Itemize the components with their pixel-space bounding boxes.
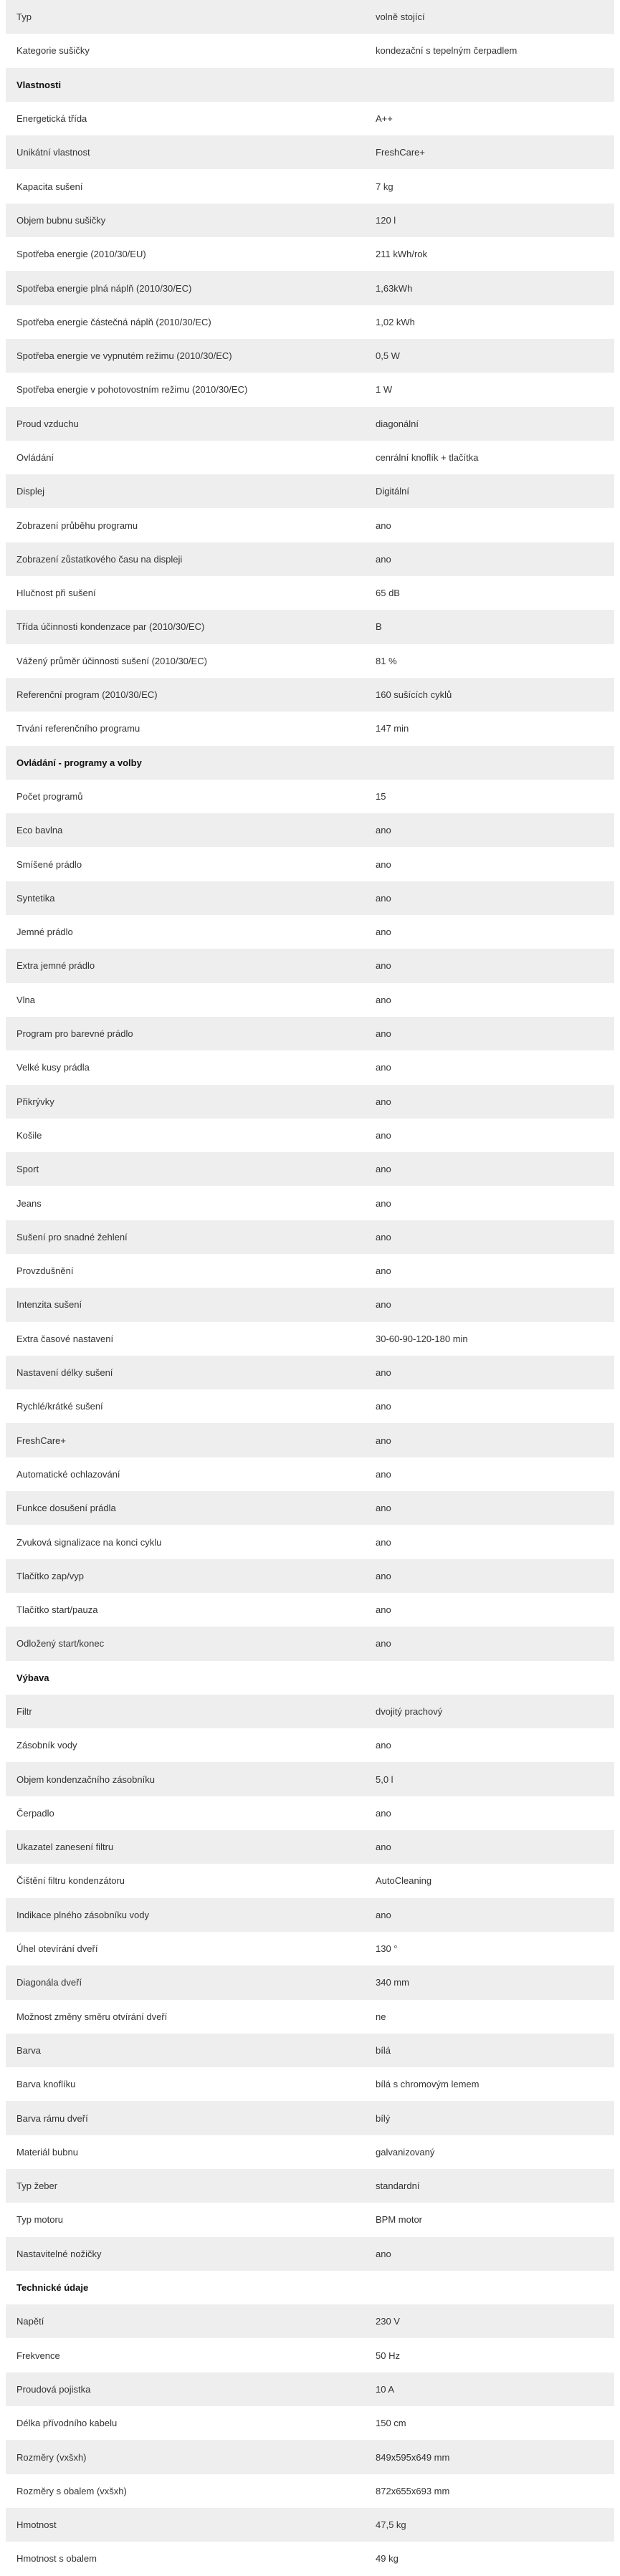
spec-label: Frekvence (16, 2350, 60, 2361)
spec-label: Funkce dosušení prádla (16, 1503, 116, 1514)
spec-value: 15 (376, 790, 386, 802)
spec-row (6, 339, 614, 373)
spec-value: ano (376, 994, 391, 1005)
spec-label: Typ motoru (16, 2214, 64, 2226)
spec-value: 150 cm (376, 2418, 406, 2429)
spec-label: Proudová pojistka (16, 2383, 91, 2395)
spec-label: Displej (16, 486, 45, 497)
spec-value: ano (376, 1503, 391, 1514)
spec-label: Trvání referenčního programu (16, 723, 140, 734)
spec-row (6, 204, 614, 237)
spec-row (6, 983, 614, 1017)
spec-label: Proud vzduchu (16, 418, 79, 429)
spec-value: standardní (376, 2180, 420, 2192)
spec-row (6, 2101, 614, 2135)
spec-row (6, 2338, 614, 2372)
spec-row (6, 407, 614, 441)
spec-label: Nastavitelné nožičky (16, 2248, 102, 2259)
spec-row (6, 2237, 614, 2271)
spec-label: Rozměry (vxšxh) (16, 2451, 87, 2463)
spec-row (6, 712, 614, 745)
spec-row (6, 2169, 614, 2203)
spec-label: Smíšené prádlo (16, 858, 82, 870)
spec-label: Diagonála dveří (16, 1977, 82, 1988)
spec-label: Sport (16, 1164, 39, 1175)
spec-value: 120 l (376, 214, 396, 226)
spec-value: 49 kg (376, 2553, 399, 2565)
spec-label: Spotřeba energie ve vypnutém režimu (2010/30/EC) (16, 350, 232, 362)
section-header-row (6, 746, 614, 780)
spec-value: 160 sušících cyklů (376, 689, 452, 701)
spec-value: ano (376, 1435, 391, 1446)
spec-label: Intenzita sušení (16, 1299, 82, 1311)
spec-label: Odložený start/konec (16, 1638, 105, 1649)
spec-value: 81 % (376, 655, 397, 666)
spec-row (6, 2304, 614, 2338)
spec-label: Třída účinnosti kondenzace par (2010/30/EC) (16, 621, 205, 633)
spec-row (6, 2474, 614, 2508)
spec-row (6, 2372, 614, 2406)
spec-row (6, 305, 614, 339)
spec-row (6, 1423, 614, 1457)
spec-value: ne (376, 2011, 386, 2022)
spec-row (6, 1457, 614, 1491)
spec-label: Vážený průměr účinnosti sušení (2010/30/EC) (16, 655, 207, 666)
spec-row (6, 1220, 614, 1254)
spec-value: ano (376, 1468, 391, 1480)
spec-value: 5,0 l (376, 1773, 394, 1785)
spec-label: Spotřeba energie částečná náplň (2010/30/EC) (16, 316, 211, 327)
spec-value: dvojitý prachový (376, 1705, 443, 1717)
spec-row (6, 474, 614, 508)
spec-row (6, 1017, 614, 1050)
spec-value: BPM motor (376, 2214, 423, 2226)
spec-row (6, 1864, 614, 1897)
spec-label: Rychlé/krátké sušení (16, 1401, 103, 1412)
spec-label: Zobrazení průběhu programu (16, 519, 138, 531)
spec-value: 1 W (376, 384, 393, 396)
spec-row (6, 102, 614, 135)
spec-value: ano (376, 1638, 391, 1649)
spec-value: FreshCare+ (376, 147, 425, 158)
spec-row (6, 2440, 614, 2474)
spec-value: ano (376, 1536, 391, 1548)
spec-label: Objem kondenzačního zásobníku (16, 1773, 155, 1785)
spec-label: Hmotnost s obalem (16, 2553, 97, 2565)
spec-row (6, 1796, 614, 1830)
spec-row (6, 1050, 614, 1084)
spec-label: Jeans (16, 1197, 42, 1209)
spec-value: ano (376, 1842, 391, 1853)
spec-row (6, 780, 614, 813)
spec-value: 147 min (376, 723, 409, 734)
spec-label: Referenční program (2010/30/EC) (16, 689, 158, 701)
spec-row (6, 1356, 614, 1389)
spec-label: Typ (16, 11, 32, 23)
spec-value: ano (376, 1062, 391, 1073)
spec-label: Tlačítko start/pauza (16, 1604, 98, 1616)
spec-label: Program pro barevné prádlo (16, 1028, 133, 1040)
spec-label: Čištění filtru kondenzátoru (16, 1875, 125, 1887)
spec-row (6, 1186, 614, 1220)
spec-label: Extra časové nastavení (16, 1333, 114, 1344)
spec-label: Rozměry s obalem (vxšxh) (16, 2485, 127, 2496)
spec-value: ano (376, 1231, 391, 1242)
section-title: Vlastnosti (16, 79, 62, 90)
spec-row (6, 2203, 614, 2236)
spec-row (6, 1322, 614, 1356)
spec-label: Unikátní vlastnost (16, 147, 90, 158)
spec-row (6, 1627, 614, 1660)
spec-label: Nastavení délky sušení (16, 1367, 113, 1379)
spec-label: Automatické ochlazování (16, 1468, 120, 1480)
spec-value: bílá (376, 2044, 391, 2056)
spec-row (6, 0, 614, 34)
spec-row (6, 1762, 614, 1796)
spec-value: 7 kg (376, 181, 394, 192)
spec-value: 47,5 kg (376, 2519, 406, 2531)
spec-value: 872x655x693 mm (376, 2485, 450, 2496)
spec-value: ano (376, 825, 391, 836)
spec-row (6, 915, 614, 949)
spec-row (6, 813, 614, 847)
spec-table (6, 0, 614, 2576)
spec-row (6, 1152, 614, 1186)
spec-label: Indikace plného zásobníku vody (16, 1909, 150, 1920)
spec-value: 849x595x649 mm (376, 2451, 450, 2463)
spec-row (6, 542, 614, 576)
spec-label: Typ žeber (16, 2180, 58, 2192)
section-title: Ovládání - programy a volby (16, 757, 142, 768)
spec-label: Hmotnost (16, 2519, 57, 2531)
spec-value: ano (376, 960, 391, 972)
spec-row (6, 678, 614, 712)
spec-label: Kapacita sušení (16, 181, 83, 192)
spec-label: Počet programů (16, 790, 83, 802)
spec-value: ano (376, 1028, 391, 1040)
spec-label: Energetická třída (16, 113, 87, 125)
spec-value: ano (376, 1740, 391, 1751)
spec-label: Délka přívodního kabelu (16, 2418, 118, 2429)
spec-label: Eco bavlna (16, 825, 63, 836)
spec-value: Digitální (376, 486, 409, 497)
spec-value: ano (376, 1299, 391, 1311)
spec-value: 50 Hz (376, 2350, 400, 2361)
spec-value: ano (376, 1570, 391, 1581)
spec-value: 1,63kWh (376, 282, 413, 294)
spec-label: Barva knoflíku (16, 2079, 76, 2090)
spec-row (6, 34, 614, 67)
spec-row (6, 644, 614, 678)
spec-row (6, 1932, 614, 1965)
spec-value: A++ (376, 113, 393, 125)
spec-row (6, 169, 614, 203)
spec-label: Spotřeba energie v pohotovostním režimu (2010/30/EC) (16, 384, 248, 396)
spec-value: bílá s chromovým lemem (376, 2079, 480, 2090)
spec-value: ano (376, 1164, 391, 1175)
spec-value: 0,5 W (376, 350, 400, 362)
spec-value: 30-60-90-120-180 min (376, 1333, 468, 1344)
spec-row (6, 2406, 614, 2440)
spec-row (6, 1898, 614, 1932)
section-title: Technické údaje (16, 2282, 89, 2294)
spec-row (6, 1559, 614, 1593)
spec-label: Zvuková signalizace na konci cyklu (16, 1536, 162, 1548)
spec-label: Materiál bubnu (16, 2146, 78, 2158)
spec-value: 130 ° (376, 1943, 398, 1955)
spec-label: Velké kusy prádla (16, 1062, 90, 1073)
spec-value: ano (376, 892, 391, 904)
spec-value: ano (376, 1129, 391, 1141)
spec-row (6, 508, 614, 542)
spec-label: Filtr (16, 1705, 32, 1717)
spec-label: Hlučnost při sušení (16, 588, 96, 599)
spec-row (6, 135, 614, 169)
spec-row (6, 2135, 614, 2169)
section-title: Výbava (16, 1672, 49, 1683)
spec-label: Košile (16, 1129, 42, 1141)
spec-row (6, 1593, 614, 1627)
spec-row (6, 576, 614, 610)
spec-label: Extra jemné prádlo (16, 960, 95, 972)
spec-row (6, 2034, 614, 2067)
spec-value: bílý (376, 2112, 391, 2124)
spec-value: 340 mm (376, 1977, 409, 1988)
spec-row (6, 1254, 614, 1288)
spec-row (6, 2542, 614, 2575)
spec-value: AutoCleaning (376, 1875, 432, 1887)
spec-value: ano (376, 1604, 391, 1616)
spec-row (6, 2000, 614, 2034)
spec-label: Ukazatel zanesení filtru (16, 1842, 114, 1853)
spec-row (6, 373, 614, 406)
spec-label: Úhel otevírání dveří (16, 1943, 98, 1955)
spec-row (6, 1389, 614, 1423)
spec-label: Zásobník vody (16, 1740, 77, 1751)
spec-value: 10 A (376, 2383, 395, 2395)
spec-label: Spotřeba energie plná náplň (2010/30/EC) (16, 282, 192, 294)
spec-label: Spotřeba energie (2010/30/EU) (16, 249, 146, 260)
spec-value: ano (376, 858, 391, 870)
spec-row (6, 441, 614, 474)
spec-row (6, 1830, 614, 1864)
section-header-row (6, 68, 614, 102)
spec-row (6, 949, 614, 982)
spec-value: ano (376, 1807, 391, 1819)
spec-label: Provzdušnění (16, 1265, 74, 1277)
spec-value: diagonální (376, 418, 419, 429)
spec-label: Zobrazení zůstatkového času na displeji (16, 553, 183, 565)
spec-label: Jemné prádlo (16, 927, 73, 938)
spec-value: cenrální knoflík + tlačítka (376, 452, 479, 463)
spec-row (6, 1085, 614, 1119)
spec-value: ano (376, 519, 391, 531)
spec-value: ano (376, 1401, 391, 1412)
spec-value: ano (376, 1367, 391, 1379)
spec-value: 211 kWh/rok (376, 249, 428, 260)
spec-label: Barva (16, 2044, 41, 2056)
spec-value: 230 V (376, 2316, 400, 2327)
spec-value: 65 dB (376, 588, 400, 599)
spec-label: Čerpadlo (16, 1807, 54, 1819)
spec-row (6, 847, 614, 881)
spec-value: ano (376, 553, 391, 565)
spec-label: FreshCare+ (16, 1435, 66, 1446)
spec-value: kondezační s tepelným čerpadlem (376, 45, 518, 57)
spec-row (6, 2508, 614, 2542)
spec-label: Syntetika (16, 892, 55, 904)
spec-value: ano (376, 2248, 391, 2259)
spec-label: Tlačítko zap/vyp (16, 1570, 84, 1581)
spec-label: Ovládání (16, 452, 54, 463)
spec-value: ano (376, 1909, 391, 1920)
spec-label: Možnost změny směru otvírání dveří (16, 2011, 168, 2022)
spec-value: 1,02 kWh (376, 316, 415, 327)
spec-row (6, 2067, 614, 2101)
spec-value: ano (376, 1197, 391, 1209)
spec-label: Napětí (16, 2316, 44, 2327)
spec-value: B (376, 621, 382, 633)
spec-value: ano (376, 1265, 391, 1277)
spec-value: ano (376, 1096, 391, 1107)
spec-row (6, 1965, 614, 1999)
spec-label: Kategorie sušičky (16, 45, 90, 57)
spec-value: ano (376, 927, 391, 938)
spec-row (6, 237, 614, 271)
spec-row (6, 1119, 614, 1152)
spec-row (6, 1695, 614, 1728)
spec-row (6, 271, 614, 305)
section-header-row (6, 2271, 614, 2304)
spec-row (6, 881, 614, 915)
spec-label: Přikrývky (16, 1096, 54, 1107)
spec-label: Barva rámu dveří (16, 2112, 88, 2124)
spec-label: Objem bubnu sušičky (16, 214, 106, 226)
spec-row (6, 1728, 614, 1762)
spec-label: Vlna (16, 994, 36, 1005)
spec-row (6, 1491, 614, 1525)
section-header-row (6, 1661, 614, 1695)
spec-value: volně stojící (376, 11, 425, 23)
spec-label: Sušení pro snadné žehlení (16, 1231, 128, 1242)
spec-row (6, 1288, 614, 1321)
spec-row (6, 1525, 614, 1558)
spec-value: galvanizovaný (376, 2146, 435, 2158)
spec-row (6, 610, 614, 643)
